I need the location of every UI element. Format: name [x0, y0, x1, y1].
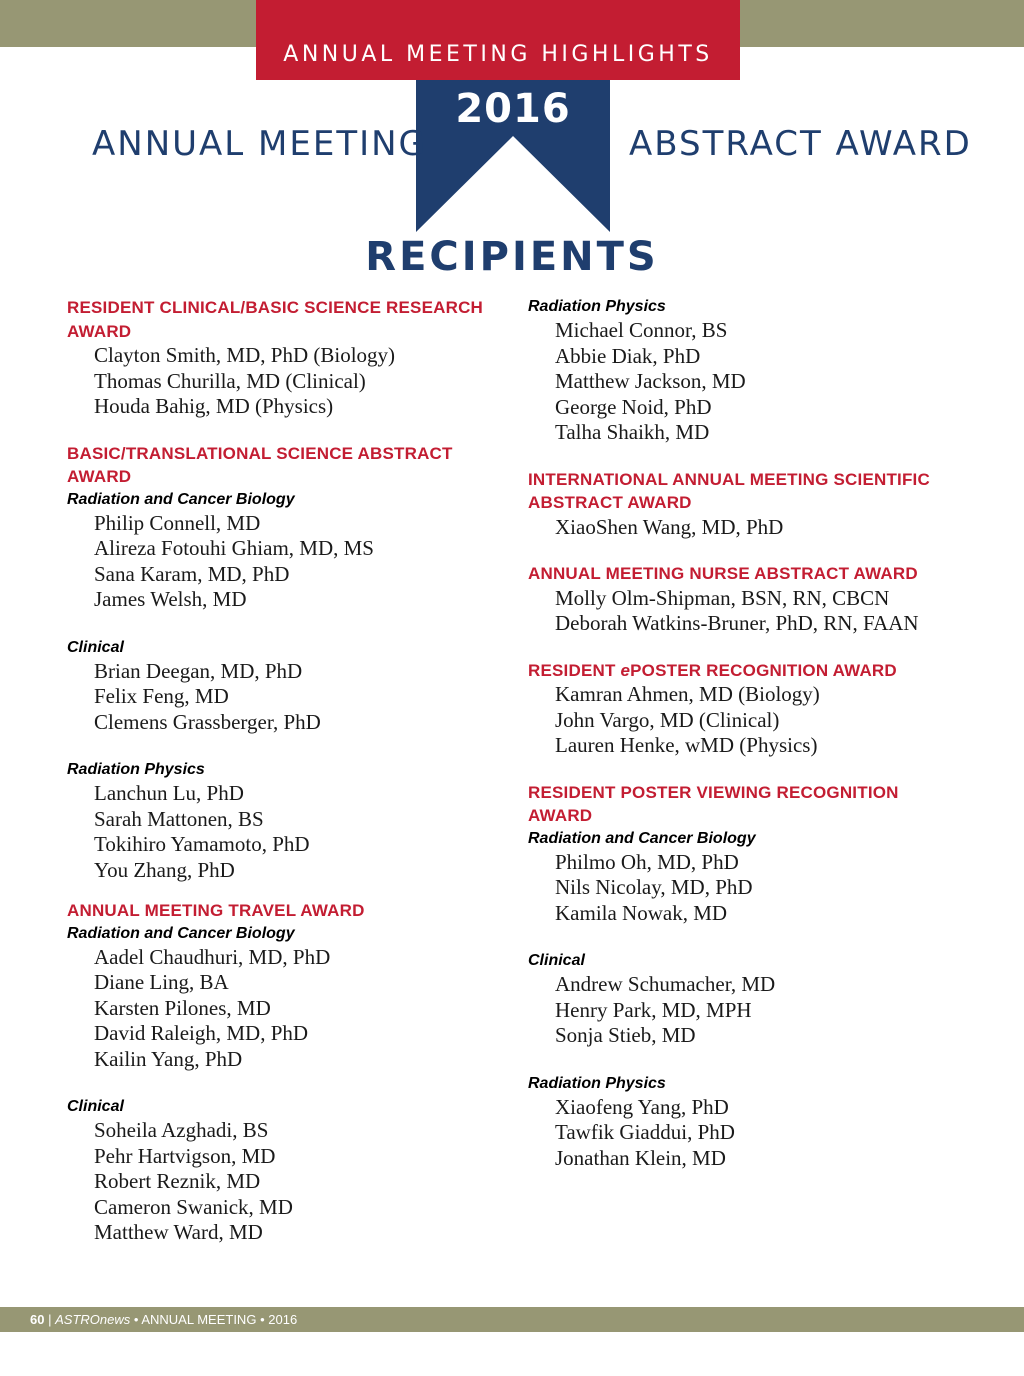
name-list	[67, 945, 497, 1073]
award-title-part: POSTER RECOGNITION AWARD	[630, 660, 897, 680]
name-list	[67, 511, 497, 613]
name-list	[67, 659, 497, 736]
recipient-name: Clemens Grassberger, PhD	[94, 709, 321, 734]
recipient-name: Michael Connor, BS	[555, 318, 728, 342]
award-title-part: RESIDENT	[528, 660, 621, 680]
name-list	[528, 318, 968, 446]
footer-year: 2016	[268, 1312, 298, 1327]
page-number: 60	[30, 1312, 45, 1327]
name-list	[528, 850, 968, 927]
section-tab-label: ANNUAL MEETING HIGHLIGHTS	[283, 42, 713, 67]
award-title	[67, 296, 497, 343]
recipient-name: Soheila Azghadi, BS	[94, 1118, 269, 1142]
page-title: RECIPIENTS	[365, 234, 659, 280]
recipient-name: George Noid, PhD	[555, 394, 712, 419]
recipient-name: Abbie Diak, PhD	[555, 343, 701, 368]
recipient-name: Houda Bahig, MD (Physics)	[94, 394, 334, 418]
left-column	[67, 296, 497, 1246]
category-label: Clinical	[67, 638, 124, 656]
recipient-name: Philmo Oh, MD, PhD	[555, 849, 739, 874]
award-title-line: AWARD	[67, 467, 132, 486]
name-list	[67, 781, 497, 883]
recipient-name: Kailin Yang, PhD	[94, 1046, 243, 1071]
right-column	[528, 296, 968, 1171]
recipient-name: You Zhang, PhD	[94, 857, 235, 882]
award-title	[67, 899, 497, 923]
recipient-name: Tawfik Giaddui, PhD	[555, 1120, 735, 1144]
footer-section: ANNUAL MEETING	[141, 1312, 257, 1327]
category-label: Radiation and Cancer Biology	[528, 829, 756, 847]
recipient-name: Karsten Pilones, MD	[94, 995, 271, 1020]
category-label: Radiation Physics	[528, 298, 666, 315]
name-list	[528, 515, 968, 541]
award-title-line: ABSTRACT AWARD	[528, 493, 692, 512]
recipient-name: Andrew Schumacher, MD	[555, 972, 776, 996]
award-title	[528, 781, 968, 828]
category-label: Radiation Physics	[528, 1074, 666, 1092]
footer-bullet: •	[260, 1312, 265, 1327]
recipient-name: Matthew Ward, MD	[94, 1220, 263, 1244]
recipient-name: Alireza Fotouhi Ghiam, MD, MS	[94, 536, 374, 560]
category-label: Clinical	[67, 1098, 124, 1115]
recipient-name: Molly Olm-Shipman, BSN, RN, CBCN	[555, 585, 890, 610]
recipient-name: Henry Park, MD, MPH	[555, 997, 752, 1022]
recipient-name: Kamila Nowak, MD	[555, 900, 728, 925]
recipient-name: David Raleigh, MD, PhD	[94, 1021, 309, 1045]
name-list	[67, 1118, 497, 1246]
name-list	[528, 586, 968, 637]
page-footer	[30, 1312, 297, 1327]
footer-separator: |	[48, 1312, 52, 1327]
recipient-name: Philip Connell, MD	[94, 510, 261, 535]
award-title	[528, 468, 968, 515]
recipient-name: Cameron Swanick, MD	[94, 1194, 293, 1219]
recipient-name: Tokihiro Yamamoto, PhD	[94, 832, 310, 856]
name-list	[528, 972, 968, 1049]
award-title	[528, 659, 968, 683]
award-title-line: RESIDENT POSTER VIEWING RECOGNITION	[528, 782, 899, 802]
recipient-name: Nils Nicolay, MD, PhD	[555, 875, 753, 899]
award-title	[67, 442, 497, 489]
award-title-part: e	[620, 660, 631, 680]
recipient-name: John Vargo, MD (Clinical)	[555, 707, 780, 732]
category-label: Radiation and Cancer Biology	[67, 924, 295, 942]
recipient-name: Deborah Watkins-Bruner, PhD, RN, FAAN	[555, 611, 919, 635]
name-list	[67, 343, 497, 420]
recipient-name: Clayton Smith, MD, PhD (Biology)	[94, 343, 396, 367]
section-tab	[256, 0, 740, 80]
recipient-name: Robert Reznik, MD	[94, 1169, 261, 1193]
recipient-name: Lauren Henke, wMD (Physics)	[555, 733, 818, 757]
name-list	[528, 1095, 968, 1172]
recipient-name: XiaoShen Wang, MD, PhD	[555, 514, 784, 539]
recipient-name: Felix Feng, MD	[94, 684, 229, 708]
heading-right: ABSTRACT AWARD	[629, 124, 972, 164]
award-title	[528, 562, 968, 586]
award-title-line: INTERNATIONAL ANNUAL MEETING SCIENTIFIC	[528, 469, 930, 489]
recipient-name: Kamran Ahmen, MD (Biology)	[555, 682, 820, 706]
recipient-name: Talha Shaikh, MD	[555, 420, 710, 444]
recipient-name: Diane Ling, BA	[94, 970, 229, 994]
award-title-line: RESIDENT CLINICAL/BASIC SCIENCE RESEARCH	[67, 298, 484, 317]
recipient-name: Thomas Churilla, MD (Clinical)	[94, 368, 366, 393]
recipient-name: Matthew Jackson, MD	[555, 369, 746, 393]
footer-bullet: •	[133, 1312, 139, 1327]
recipient-name: Pehr Hartvigson, MD	[94, 1143, 276, 1168]
recipient-name: Xiaofeng Yang, PhD	[555, 1094, 729, 1119]
award-title-line: BASIC/TRANSLATIONAL SCIENCE ABSTRACT	[67, 443, 453, 463]
recipient-name: Sarah Mattonen, BS	[94, 806, 264, 831]
award-title-line: AWARD	[67, 321, 132, 341]
name-list	[528, 682, 968, 759]
banner-year: 2016	[455, 86, 571, 132]
category-label: Clinical	[528, 952, 585, 969]
category-label: Radiation Physics	[67, 761, 205, 778]
recipient-name: Jonathan Klein, MD	[555, 1145, 726, 1170]
recipient-name: Sonja Stieb, MD	[555, 1023, 696, 1047]
award-title-line	[528, 659, 968, 683]
recipient-name: Sana Karam, MD, PhD	[94, 561, 290, 586]
category-label: Radiation and Cancer Biology	[67, 490, 295, 508]
recipient-name: James Welsh, MD	[94, 587, 247, 611]
publication-name: ASTROnews	[55, 1312, 131, 1327]
award-title-line: AWARD	[528, 806, 593, 825]
award-title-line: ANNUAL MEETING TRAVEL AWARD	[67, 901, 365, 920]
recipient-name: Lanchun Lu, PhD	[94, 781, 244, 805]
heading-left: ANNUAL MEETING	[92, 124, 427, 164]
recipient-name: Brian Deegan, MD, PhD	[94, 658, 303, 683]
recipient-name: Aadel Chaudhuri, MD, PhD	[94, 944, 331, 969]
award-title-line: ANNUAL MEETING NURSE ABSTRACT AWARD	[528, 564, 918, 583]
